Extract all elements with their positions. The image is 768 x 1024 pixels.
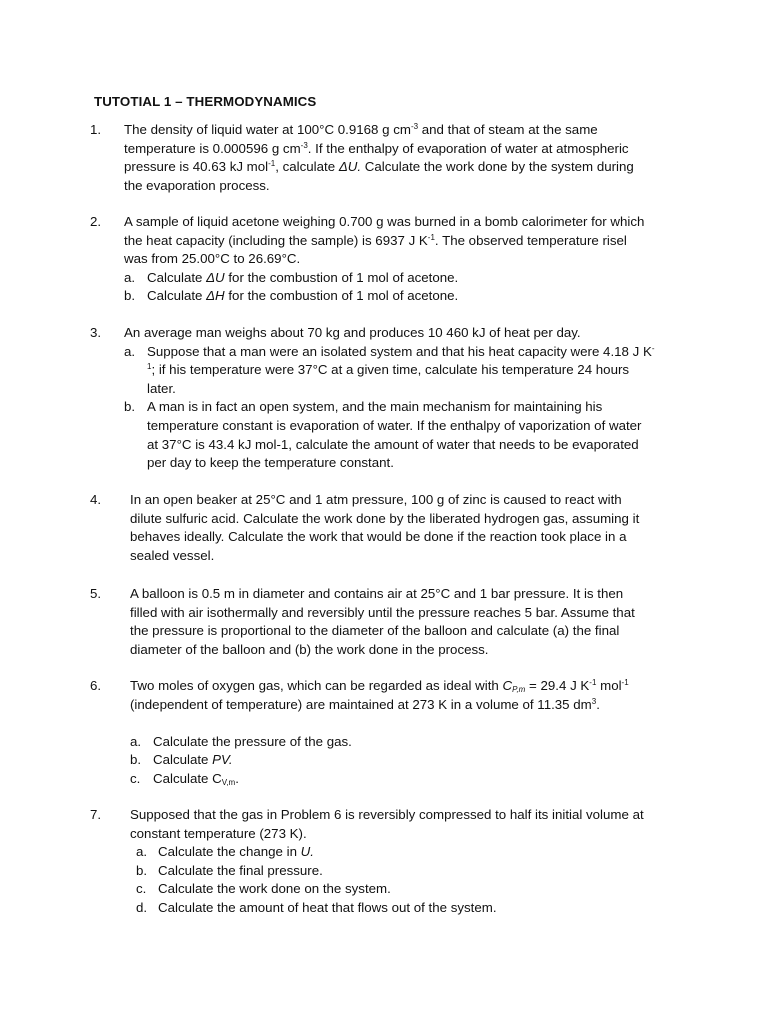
question-text bbox=[130, 677, 629, 714]
sub-question-label: b. bbox=[136, 862, 148, 878]
sub-question-label: a. bbox=[124, 343, 136, 359]
sub-question-label: b. bbox=[130, 752, 142, 768]
question-number: 6. bbox=[90, 678, 102, 693]
text-line: later. bbox=[147, 380, 176, 396]
sub-question-text bbox=[147, 343, 655, 399]
text-line: pressure is 40.63 kJ mol$^{-1}$, calculate ΔU. Calculate the work done by the system during bbox=[124, 159, 634, 175]
sub-question-text bbox=[158, 862, 323, 881]
text-line: Calculate PV. bbox=[153, 752, 233, 768]
text-line: Two moles of oxygen gas, which can be regarded as ideal with $C_{P,m} = 29.4$ J $K^{-1}$ mol$^{-1}$ bbox=[130, 678, 629, 694]
text-line: Calculate the pressure of the gas. bbox=[153, 733, 352, 749]
question-text bbox=[124, 324, 581, 343]
text-line: Calculate the amount of heat that flows out of the system. bbox=[158, 900, 497, 915]
question-text bbox=[130, 585, 635, 659]
text-line: Supposed that the gas in Problem 6 is reversibly compressed to half its initial volume at bbox=[130, 807, 644, 822]
question-number: 7. bbox=[90, 807, 102, 822]
text-line: Calculate the change in U. bbox=[158, 844, 314, 860]
text-line: temperature is 0.000596 g $cm^{-3}$. If the enthalpy of evaporation of water at atmospheric bbox=[124, 140, 629, 156]
sub-question-text bbox=[158, 880, 391, 899]
text-line: temperature constant is evaporation of water. If the enthalpy of vaporization of water bbox=[147, 417, 642, 433]
text-line: dilute sulfuric acid. Calculate the work done by the liberated hydrogen gas, assuming it bbox=[130, 510, 640, 526]
text-line: A sample of liquid acetone weighing 0.700 g was burned in a bomb calorimeter for which bbox=[124, 214, 645, 229]
text-line: (independent of temperature) are maintained at 273 K in a volume of 11.35 $dm^3$. bbox=[130, 696, 600, 712]
question-number: 3. bbox=[90, 325, 102, 340]
text-line: Calculate the work done on the system. bbox=[158, 881, 391, 897]
text-line: Calculate ΔU for the combustion of 1 mol of acetone. bbox=[147, 269, 459, 285]
question-number: 4. bbox=[90, 492, 102, 507]
text-line: the pressure is proportional to the diameter of the balloon and calculate (a) the final bbox=[130, 623, 620, 639]
question-text bbox=[124, 121, 634, 195]
question-text bbox=[130, 806, 644, 843]
question-number: 5. bbox=[90, 586, 102, 601]
sub-question-text bbox=[158, 899, 497, 918]
sub-question-label: a. bbox=[130, 733, 142, 749]
text-line: the heat capacity (including the sample) is 6937 J $K^{-1}$. The observed temperature risel bbox=[124, 232, 627, 248]
sub-question-text bbox=[147, 287, 458, 306]
sub-question-label: b. bbox=[124, 399, 136, 415]
text-line: diameter of the balloon and (b) the work done in the process. bbox=[130, 641, 489, 657]
sub-question-label: d. bbox=[136, 900, 148, 915]
text-line: Calculate the final pressure. bbox=[158, 862, 323, 878]
text-line: $^1$; if his temperature were 37°C at a given time, calculate his temperature 24 hours bbox=[147, 362, 630, 378]
sub-question-label: c. bbox=[136, 881, 147, 897]
question-text bbox=[130, 491, 639, 565]
sub-question-label: a. bbox=[136, 844, 148, 860]
sub-question-label: c. bbox=[130, 771, 141, 786]
text-line: An average man weighs about 70 kg and produces 10 460 kJ of heat per day. bbox=[124, 325, 581, 340]
sub-question-label: b. bbox=[124, 288, 136, 304]
text-line: Calculate $C_{V,m}$. bbox=[153, 771, 239, 787]
text-line: at 37°C is 43.4 kJ mol-1, calculate the amount of water that needs to be evaporated bbox=[147, 436, 639, 452]
text-line: was from 25.00°C to 26.69°C. bbox=[124, 251, 301, 267]
text-line: The density of liquid water at 100°C 0.9168 g $cm^{-3}$ and that of steam at the same bbox=[124, 122, 598, 137]
text-line: In an open beaker at 25°C and 1 atm pressure, 100 g of zinc is caused to react with bbox=[130, 492, 622, 507]
sub-question-text bbox=[153, 733, 352, 752]
sub-question-text bbox=[158, 843, 314, 862]
text-line: the evaporation process. bbox=[124, 177, 270, 193]
text-line: Suppose that a man were an isolated system and that his heat capacity were 4.18 J K- bbox=[147, 343, 655, 359]
question-number: 2. bbox=[90, 214, 102, 229]
sub-question-text bbox=[153, 770, 239, 789]
question-number: 1. bbox=[90, 122, 102, 137]
sub-question-label: a. bbox=[124, 269, 136, 285]
text-line: Calculate ΔH for the combustion of 1 mol of acetone. bbox=[147, 288, 459, 304]
text-line: A balloon is 0.5 m in diameter and contains air at 25°C and 1 bar pressure. It is then bbox=[130, 586, 624, 601]
sub-question-text bbox=[147, 269, 458, 288]
text-line: filled with air isothermally and reversibly until the pressure reaches 5 bar. Assume that bbox=[130, 604, 635, 620]
text-line: A man is in fact an open system, and the main mechanism for maintaining his bbox=[147, 399, 603, 415]
page-title: TUTOTIAL 1 – THERMODYNAMICS bbox=[94, 94, 317, 109]
sub-question-text bbox=[147, 398, 642, 472]
sub-question-text bbox=[153, 751, 233, 770]
text-line: constant temperature (273 K). bbox=[130, 825, 307, 841]
text-line: behaves ideally. Calculate the work that would be done if the reaction took place in a bbox=[130, 529, 627, 545]
text-line: per day to keep the temperature constant. bbox=[147, 455, 394, 471]
text-line: sealed vessel. bbox=[130, 547, 215, 563]
question-text bbox=[124, 213, 644, 269]
